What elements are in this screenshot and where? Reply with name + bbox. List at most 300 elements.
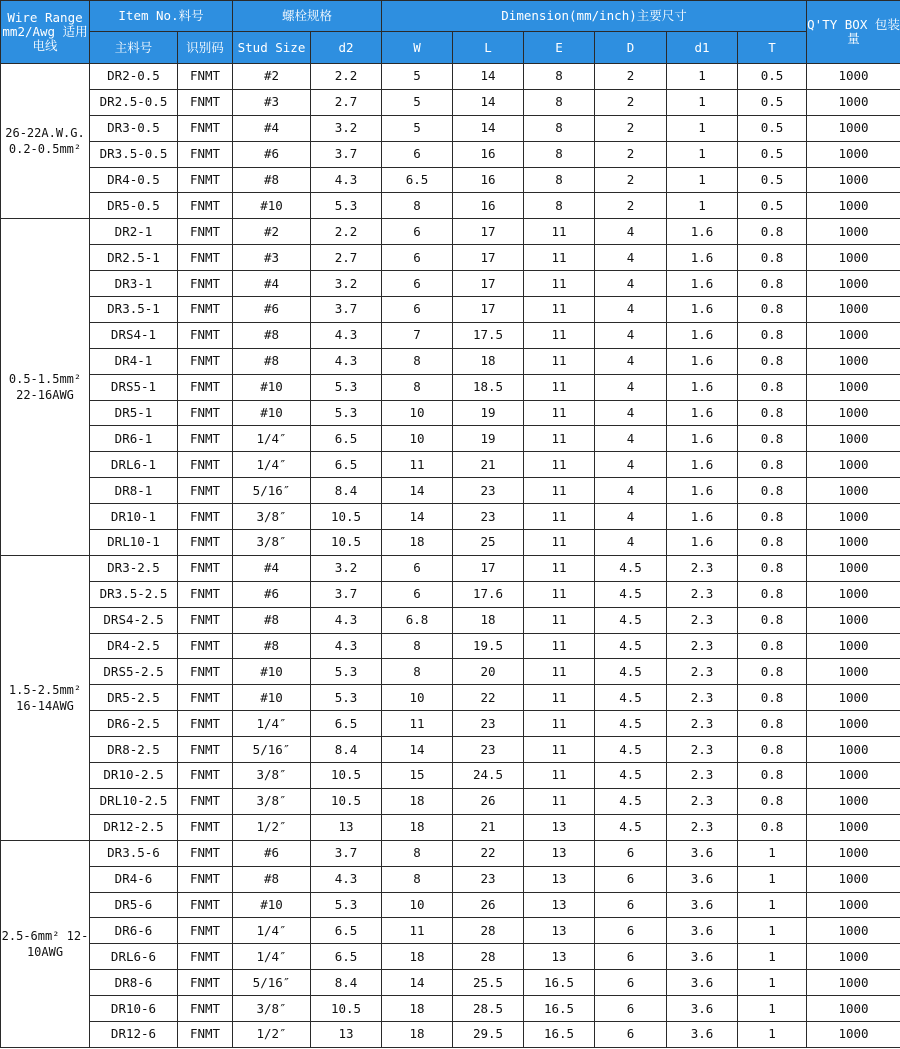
l-cell: 16 bbox=[453, 167, 524, 193]
qty-cell: 1000 bbox=[807, 504, 900, 530]
stud-size-cell: #10 bbox=[233, 892, 311, 918]
d1-cell: 3.6 bbox=[667, 840, 738, 866]
part-no-cell: DR10-1 bbox=[90, 504, 178, 530]
w-cell: 8 bbox=[382, 633, 453, 659]
id-code-cell: FNMT bbox=[178, 918, 233, 944]
d2-cell: 2.7 bbox=[311, 245, 382, 271]
stud-size-cell: #8 bbox=[233, 866, 311, 892]
d2-cell: 10.5 bbox=[311, 504, 382, 530]
e-cell: 11 bbox=[524, 711, 595, 737]
l-cell: 17 bbox=[453, 219, 524, 245]
table-header bbox=[1, 1, 900, 64]
header-wire-range: Wire Range mm2/Awg 适用电线 bbox=[1, 1, 90, 64]
qty-cell: 1000 bbox=[807, 297, 900, 323]
d-cell: 2 bbox=[595, 141, 667, 167]
l-cell: 18.5 bbox=[453, 374, 524, 400]
id-code-cell: FNMT bbox=[178, 1021, 233, 1047]
header-stud-spec: 螺栓规格 bbox=[233, 1, 382, 32]
d2-cell: 10.5 bbox=[311, 788, 382, 814]
part-no-cell: DR5-0.5 bbox=[90, 193, 178, 219]
part-no-cell: DRL6-1 bbox=[90, 452, 178, 478]
stud-size-cell: #6 bbox=[233, 581, 311, 607]
e-cell: 16.5 bbox=[524, 996, 595, 1022]
l-cell: 28.5 bbox=[453, 996, 524, 1022]
qty-cell: 1000 bbox=[807, 426, 900, 452]
t-cell: 0.8 bbox=[738, 348, 807, 374]
stud-size-cell: #8 bbox=[233, 607, 311, 633]
id-code-cell: FNMT bbox=[178, 840, 233, 866]
part-no-cell: DRS5-1 bbox=[90, 374, 178, 400]
d1-cell: 3.6 bbox=[667, 970, 738, 996]
qty-cell: 1000 bbox=[807, 555, 900, 581]
d1-cell: 2.3 bbox=[667, 633, 738, 659]
e-cell: 13 bbox=[524, 918, 595, 944]
t-cell: 1 bbox=[738, 840, 807, 866]
table-row bbox=[1, 581, 900, 607]
w-cell: 8 bbox=[382, 374, 453, 400]
id-code-cell: FNMT bbox=[178, 89, 233, 115]
table-row bbox=[1, 426, 900, 452]
d1-cell: 3.6 bbox=[667, 918, 738, 944]
stud-size-cell: 1/2″ bbox=[233, 1021, 311, 1047]
table-row bbox=[1, 115, 900, 141]
l-cell: 17.5 bbox=[453, 322, 524, 348]
id-code-cell: FNMT bbox=[178, 322, 233, 348]
d-cell: 4 bbox=[595, 322, 667, 348]
qty-cell: 1000 bbox=[807, 530, 900, 556]
d1-cell: 1.6 bbox=[667, 271, 738, 297]
t-cell: 0.5 bbox=[738, 89, 807, 115]
e-cell: 11 bbox=[524, 659, 595, 685]
t-cell: 0.8 bbox=[738, 737, 807, 763]
w-cell: 11 bbox=[382, 452, 453, 478]
d-cell: 4 bbox=[595, 271, 667, 297]
l-cell: 23 bbox=[453, 711, 524, 737]
qty-cell: 1000 bbox=[807, 685, 900, 711]
d2-cell: 5.3 bbox=[311, 193, 382, 219]
d-cell: 4 bbox=[595, 530, 667, 556]
d2-cell: 3.2 bbox=[311, 271, 382, 297]
d1-cell: 1.6 bbox=[667, 452, 738, 478]
stud-size-cell: #10 bbox=[233, 685, 311, 711]
stud-size-cell: #8 bbox=[233, 167, 311, 193]
d-cell: 4 bbox=[595, 374, 667, 400]
table-row bbox=[1, 555, 900, 581]
d1-cell: 1.6 bbox=[667, 297, 738, 323]
stud-size-cell: 1/4″ bbox=[233, 426, 311, 452]
t-cell: 1 bbox=[738, 970, 807, 996]
id-code-cell: FNMT bbox=[178, 530, 233, 556]
qty-cell: 1000 bbox=[807, 737, 900, 763]
qty-cell: 1000 bbox=[807, 219, 900, 245]
d1-cell: 1.6 bbox=[667, 530, 738, 556]
part-no-cell: DR4-2.5 bbox=[90, 633, 178, 659]
d1-cell: 2.3 bbox=[667, 555, 738, 581]
id-code-cell: FNMT bbox=[178, 297, 233, 323]
e-cell: 11 bbox=[524, 478, 595, 504]
l-cell: 22 bbox=[453, 840, 524, 866]
stud-size-cell: 1/2″ bbox=[233, 814, 311, 840]
header-w: W bbox=[382, 32, 453, 64]
w-cell: 18 bbox=[382, 1021, 453, 1047]
d-cell: 6 bbox=[595, 866, 667, 892]
t-cell: 1 bbox=[738, 944, 807, 970]
d1-cell: 1 bbox=[667, 115, 738, 141]
qty-cell: 1000 bbox=[807, 711, 900, 737]
part-no-cell: DR2-0.5 bbox=[90, 64, 178, 90]
e-cell: 13 bbox=[524, 866, 595, 892]
w-cell: 6 bbox=[382, 271, 453, 297]
e-cell: 11 bbox=[524, 788, 595, 814]
table-row bbox=[1, 348, 900, 374]
l-cell: 23 bbox=[453, 504, 524, 530]
d2-cell: 3.2 bbox=[311, 115, 382, 141]
qty-cell: 1000 bbox=[807, 64, 900, 90]
table-row bbox=[1, 840, 900, 866]
table-row bbox=[1, 918, 900, 944]
table-row bbox=[1, 167, 900, 193]
id-code-cell: FNMT bbox=[178, 167, 233, 193]
e-cell: 8 bbox=[524, 115, 595, 141]
header-part-no: 主料号 bbox=[90, 32, 178, 64]
e-cell: 11 bbox=[524, 219, 595, 245]
part-no-cell: DR2-1 bbox=[90, 219, 178, 245]
e-cell: 11 bbox=[524, 271, 595, 297]
d1-cell: 3.6 bbox=[667, 892, 738, 918]
part-no-cell: DRL10-1 bbox=[90, 530, 178, 556]
id-code-cell: FNMT bbox=[178, 685, 233, 711]
qty-cell: 1000 bbox=[807, 452, 900, 478]
d-cell: 2 bbox=[595, 167, 667, 193]
qty-cell: 1000 bbox=[807, 478, 900, 504]
qty-cell: 1000 bbox=[807, 788, 900, 814]
part-no-cell: DR5-2.5 bbox=[90, 685, 178, 711]
l-cell: 14 bbox=[453, 115, 524, 141]
d-cell: 4.5 bbox=[595, 659, 667, 685]
qty-cell: 1000 bbox=[807, 996, 900, 1022]
d-cell: 4 bbox=[595, 452, 667, 478]
stud-size-cell: #10 bbox=[233, 400, 311, 426]
d1-cell: 3.6 bbox=[667, 866, 738, 892]
stud-size-cell: 5/16″ bbox=[233, 737, 311, 763]
l-cell: 18 bbox=[453, 607, 524, 633]
l-cell: 16 bbox=[453, 141, 524, 167]
w-cell: 6.8 bbox=[382, 607, 453, 633]
l-cell: 26 bbox=[453, 892, 524, 918]
t-cell: 1 bbox=[738, 1021, 807, 1047]
d2-cell: 6.5 bbox=[311, 452, 382, 478]
table-row bbox=[1, 452, 900, 478]
t-cell: 0.5 bbox=[738, 193, 807, 219]
stud-size-cell: #10 bbox=[233, 193, 311, 219]
id-code-cell: FNMT bbox=[178, 64, 233, 90]
w-cell: 6.5 bbox=[382, 167, 453, 193]
id-code-cell: FNMT bbox=[178, 478, 233, 504]
id-code-cell: FNMT bbox=[178, 607, 233, 633]
w-cell: 6 bbox=[382, 141, 453, 167]
table-row bbox=[1, 141, 900, 167]
t-cell: 0.8 bbox=[738, 814, 807, 840]
d2-cell: 10.5 bbox=[311, 763, 382, 789]
d-cell: 4.5 bbox=[595, 788, 667, 814]
l-cell: 26 bbox=[453, 788, 524, 814]
d1-cell: 3.6 bbox=[667, 1021, 738, 1047]
e-cell: 11 bbox=[524, 530, 595, 556]
d2-cell: 3.7 bbox=[311, 840, 382, 866]
t-cell: 1 bbox=[738, 996, 807, 1022]
d1-cell: 2.3 bbox=[667, 685, 738, 711]
w-cell: 14 bbox=[382, 970, 453, 996]
id-code-cell: FNMT bbox=[178, 711, 233, 737]
table-row bbox=[1, 193, 900, 219]
e-cell: 11 bbox=[524, 504, 595, 530]
d1-cell: 1 bbox=[667, 64, 738, 90]
d2-cell: 10.5 bbox=[311, 530, 382, 556]
qty-cell: 1000 bbox=[807, 322, 900, 348]
w-cell: 10 bbox=[382, 400, 453, 426]
w-cell: 7 bbox=[382, 322, 453, 348]
qty-cell: 1000 bbox=[807, 400, 900, 426]
id-code-cell: FNMT bbox=[178, 219, 233, 245]
w-cell: 14 bbox=[382, 504, 453, 530]
d2-cell: 2.2 bbox=[311, 64, 382, 90]
d2-cell: 6.5 bbox=[311, 711, 382, 737]
id-code-cell: FNMT bbox=[178, 788, 233, 814]
w-cell: 18 bbox=[382, 530, 453, 556]
l-cell: 17 bbox=[453, 297, 524, 323]
d2-cell: 5.3 bbox=[311, 685, 382, 711]
id-code-cell: FNMT bbox=[178, 245, 233, 271]
id-code-cell: FNMT bbox=[178, 814, 233, 840]
wire-range-cell: 26-22A.W.G. 0.2-0.5mm² bbox=[1, 64, 90, 219]
t-cell: 0.8 bbox=[738, 297, 807, 323]
table-row bbox=[1, 89, 900, 115]
stud-size-cell: 1/4″ bbox=[233, 918, 311, 944]
d-cell: 4 bbox=[595, 426, 667, 452]
t-cell: 0.8 bbox=[738, 452, 807, 478]
d2-cell: 13 bbox=[311, 814, 382, 840]
stud-size-cell: #2 bbox=[233, 64, 311, 90]
part-no-cell: DR5-1 bbox=[90, 400, 178, 426]
d2-cell: 4.3 bbox=[311, 167, 382, 193]
w-cell: 8 bbox=[382, 348, 453, 374]
table-row bbox=[1, 1021, 900, 1047]
d2-cell: 4.3 bbox=[311, 607, 382, 633]
d-cell: 4.5 bbox=[595, 814, 667, 840]
l-cell: 28 bbox=[453, 944, 524, 970]
stud-size-cell: #6 bbox=[233, 840, 311, 866]
id-code-cell: FNMT bbox=[178, 633, 233, 659]
t-cell: 0.5 bbox=[738, 115, 807, 141]
l-cell: 17 bbox=[453, 271, 524, 297]
part-no-cell: DR12-2.5 bbox=[90, 814, 178, 840]
table-row bbox=[1, 685, 900, 711]
d-cell: 4.5 bbox=[595, 633, 667, 659]
header-l: L bbox=[453, 32, 524, 64]
id-code-cell: FNMT bbox=[178, 452, 233, 478]
w-cell: 6 bbox=[382, 297, 453, 323]
w-cell: 11 bbox=[382, 711, 453, 737]
qty-cell: 1000 bbox=[807, 659, 900, 685]
d1-cell: 1 bbox=[667, 89, 738, 115]
table-row bbox=[1, 322, 900, 348]
d-cell: 4.5 bbox=[595, 581, 667, 607]
part-no-cell: DR5-6 bbox=[90, 892, 178, 918]
d2-cell: 4.3 bbox=[311, 348, 382, 374]
w-cell: 8 bbox=[382, 659, 453, 685]
t-cell: 0.8 bbox=[738, 555, 807, 581]
header-dimension: Dimension(mm/inch)主要尺寸 bbox=[382, 1, 807, 32]
part-no-cell: DRL6-6 bbox=[90, 944, 178, 970]
id-code-cell: FNMT bbox=[178, 555, 233, 581]
table-row bbox=[1, 763, 900, 789]
d-cell: 4.5 bbox=[595, 685, 667, 711]
l-cell: 21 bbox=[453, 814, 524, 840]
w-cell: 6 bbox=[382, 245, 453, 271]
stud-size-cell: 1/4″ bbox=[233, 711, 311, 737]
stud-size-cell: #3 bbox=[233, 89, 311, 115]
d2-cell: 3.2 bbox=[311, 555, 382, 581]
d1-cell: 3.6 bbox=[667, 944, 738, 970]
part-no-cell: DR3-1 bbox=[90, 271, 178, 297]
e-cell: 11 bbox=[524, 452, 595, 478]
stud-size-cell: 3/8″ bbox=[233, 530, 311, 556]
part-no-cell: DR2.5-0.5 bbox=[90, 89, 178, 115]
table-row bbox=[1, 711, 900, 737]
table-row bbox=[1, 245, 900, 271]
l-cell: 29.5 bbox=[453, 1021, 524, 1047]
id-code-cell: FNMT bbox=[178, 400, 233, 426]
wire-range-cell: 0.5-1.5mm² 22-16AWG bbox=[1, 219, 90, 556]
qty-cell: 1000 bbox=[807, 141, 900, 167]
qty-cell: 1000 bbox=[807, 167, 900, 193]
d1-cell: 1 bbox=[667, 193, 738, 219]
stud-size-cell: 5/16″ bbox=[233, 970, 311, 996]
qty-cell: 1000 bbox=[807, 866, 900, 892]
table-row bbox=[1, 64, 900, 90]
l-cell: 24.5 bbox=[453, 763, 524, 789]
e-cell: 11 bbox=[524, 322, 595, 348]
d-cell: 4 bbox=[595, 504, 667, 530]
e-cell: 13 bbox=[524, 892, 595, 918]
e-cell: 11 bbox=[524, 737, 595, 763]
w-cell: 18 bbox=[382, 944, 453, 970]
qty-cell: 1000 bbox=[807, 633, 900, 659]
id-code-cell: FNMT bbox=[178, 115, 233, 141]
part-no-cell: DR8-6 bbox=[90, 970, 178, 996]
d2-cell: 13 bbox=[311, 1021, 382, 1047]
stud-size-cell: #3 bbox=[233, 245, 311, 271]
d1-cell: 1.6 bbox=[667, 400, 738, 426]
stud-size-cell: #8 bbox=[233, 633, 311, 659]
t-cell: 0.8 bbox=[738, 400, 807, 426]
id-code-cell: FNMT bbox=[178, 348, 233, 374]
qty-cell: 1000 bbox=[807, 115, 900, 141]
part-no-cell: DR3.5-0.5 bbox=[90, 141, 178, 167]
table-row bbox=[1, 788, 900, 814]
w-cell: 10 bbox=[382, 892, 453, 918]
t-cell: 0.8 bbox=[738, 711, 807, 737]
part-no-cell: DR6-2.5 bbox=[90, 711, 178, 737]
id-code-cell: FNMT bbox=[178, 763, 233, 789]
l-cell: 17 bbox=[453, 555, 524, 581]
id-code-cell: FNMT bbox=[178, 426, 233, 452]
header-d2: d2 bbox=[311, 32, 382, 64]
e-cell: 11 bbox=[524, 374, 595, 400]
part-no-cell: DR2.5-1 bbox=[90, 245, 178, 271]
table-row bbox=[1, 892, 900, 918]
l-cell: 19 bbox=[453, 426, 524, 452]
d2-cell: 5.3 bbox=[311, 374, 382, 400]
id-code-cell: FNMT bbox=[178, 996, 233, 1022]
stud-size-cell: #10 bbox=[233, 374, 311, 400]
d-cell: 6 bbox=[595, 1021, 667, 1047]
d1-cell: 1 bbox=[667, 167, 738, 193]
id-code-cell: FNMT bbox=[178, 737, 233, 763]
t-cell: 0.8 bbox=[738, 788, 807, 814]
id-code-cell: FNMT bbox=[178, 504, 233, 530]
d2-cell: 6.5 bbox=[311, 944, 382, 970]
d2-cell: 6.5 bbox=[311, 426, 382, 452]
l-cell: 25.5 bbox=[453, 970, 524, 996]
table-row bbox=[1, 866, 900, 892]
stud-size-cell: #2 bbox=[233, 219, 311, 245]
d2-cell: 10.5 bbox=[311, 996, 382, 1022]
qty-cell: 1000 bbox=[807, 814, 900, 840]
d2-cell: 4.3 bbox=[311, 322, 382, 348]
id-code-cell: FNMT bbox=[178, 866, 233, 892]
w-cell: 15 bbox=[382, 763, 453, 789]
d2-cell: 3.7 bbox=[311, 581, 382, 607]
table-row bbox=[1, 400, 900, 426]
qty-cell: 1000 bbox=[807, 970, 900, 996]
qty-cell: 1000 bbox=[807, 348, 900, 374]
l-cell: 21 bbox=[453, 452, 524, 478]
table-row bbox=[1, 737, 900, 763]
table-row bbox=[1, 607, 900, 633]
t-cell: 0.8 bbox=[738, 322, 807, 348]
d2-cell: 6.5 bbox=[311, 918, 382, 944]
table-row bbox=[1, 271, 900, 297]
stud-size-cell: #8 bbox=[233, 322, 311, 348]
header-t: T bbox=[738, 32, 807, 64]
t-cell: 0.8 bbox=[738, 685, 807, 711]
id-code-cell: FNMT bbox=[178, 970, 233, 996]
header-id-code: 识别码 bbox=[178, 32, 233, 64]
stud-size-cell: 3/8″ bbox=[233, 504, 311, 530]
d1-cell: 1.6 bbox=[667, 245, 738, 271]
stud-size-cell: #4 bbox=[233, 555, 311, 581]
d2-cell: 8.4 bbox=[311, 737, 382, 763]
d2-cell: 3.7 bbox=[311, 297, 382, 323]
t-cell: 0.8 bbox=[738, 607, 807, 633]
stud-size-cell: #6 bbox=[233, 297, 311, 323]
table-body bbox=[1, 64, 900, 1048]
header-item-no: Item No.料号 bbox=[90, 1, 233, 32]
qty-cell: 1000 bbox=[807, 840, 900, 866]
header-e: E bbox=[524, 32, 595, 64]
d1-cell: 1.6 bbox=[667, 219, 738, 245]
t-cell: 0.8 bbox=[738, 763, 807, 789]
d2-cell: 8.4 bbox=[311, 478, 382, 504]
d-cell: 6 bbox=[595, 840, 667, 866]
t-cell: 1 bbox=[738, 892, 807, 918]
e-cell: 11 bbox=[524, 400, 595, 426]
d-cell: 2 bbox=[595, 64, 667, 90]
d-cell: 4 bbox=[595, 348, 667, 374]
part-no-cell: DRS5-2.5 bbox=[90, 659, 178, 685]
part-no-cell: DR3.5-6 bbox=[90, 840, 178, 866]
